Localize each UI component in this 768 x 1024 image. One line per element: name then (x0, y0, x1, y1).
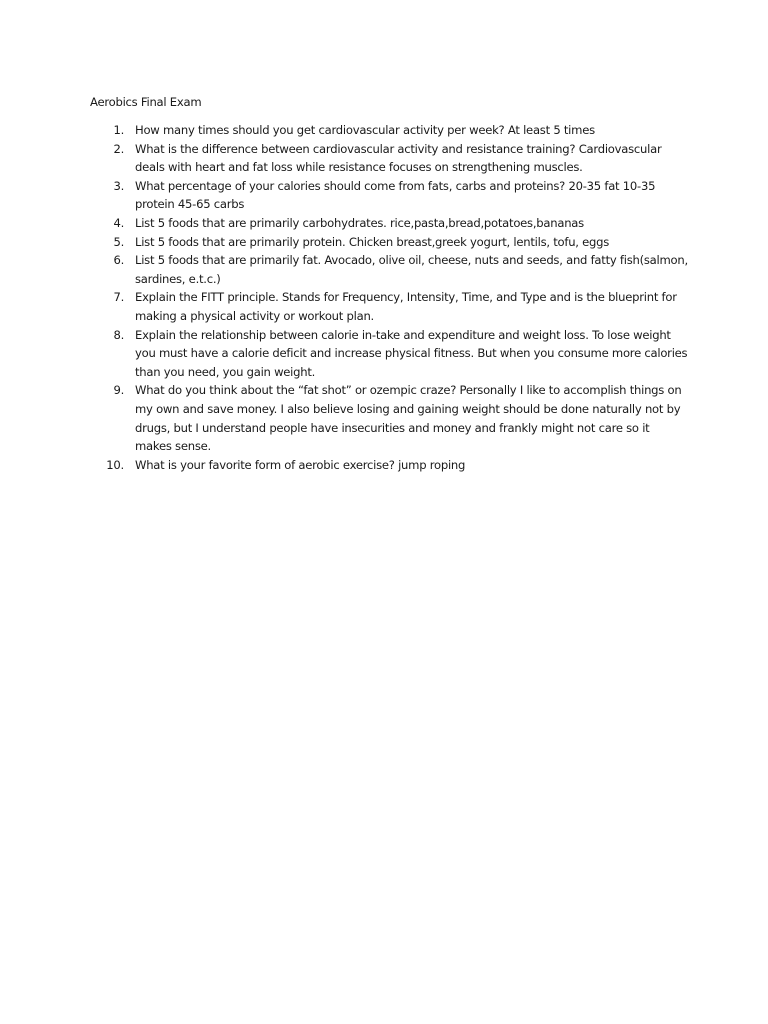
question-number: 9. (113, 383, 124, 398)
question-text: How many times should you get cardiovascular activity per week? At least 5 times (135, 123, 595, 137)
question-number: 7. (113, 290, 124, 305)
question-number: 8. (113, 327, 124, 342)
question-number: 10. (106, 457, 124, 472)
question-item (0, 326, 768, 382)
question-number: 4. (113, 215, 124, 230)
question-text: What is your favorite form of aerobic exercise? jump roping (135, 457, 466, 472)
question-item (0, 251, 768, 288)
question-number: 5. (113, 234, 124, 249)
question-number: 2. (113, 141, 124, 156)
question-text: List 5 foods that are primarily carbohydrates. rice,pasta,bread,potatoes,bananas (135, 215, 584, 230)
question-text: What is the difference between cardiovascular activity and resistance training? Cardiovascular deals with heart and fat loss while resistance focuses on strengthening muscles. (135, 141, 662, 175)
question-number: 6. (113, 253, 124, 268)
question-item (0, 381, 768, 455)
question-text: List 5 foods that are primarily fat. Avocado, olive oil, cheese, nuts and seeds, and fatty fish(salmon, sardines, e.t.c.) (135, 253, 688, 286)
question-item (0, 288, 768, 325)
question-text: What percentage of your calories should come from fats, carbs and proteins? 20-35 fat 10-35 protein 45-65 carbs (135, 178, 656, 212)
question-list (0, 121, 768, 474)
document-title: Aerobics Final Exam (90, 95, 202, 109)
question-item (0, 121, 768, 140)
question-text: Explain the relationship between calorie in-take and expenditure and weight loss. To lose weight you must have a calorie deficit and increase physical fitness. But when you consume more calories than you need, you gain weight. (135, 327, 688, 379)
question-text: What do you think about the “fat shot” or ozempic craze? Personally I like to accomplish things on my own and save money. I also believe losing and gaining weight should be done naturally not by drugs, but I understand people have insecurities and money and frankly might not care so it makes sense. (135, 383, 682, 454)
question-item (0, 233, 768, 252)
question-item (0, 177, 768, 214)
question-text: Explain the FITT principle. Stands for Frequency, Intensity, Time, and Type and is the blueprint for making a physical activity or workout plan. (135, 290, 677, 323)
question-item (0, 456, 768, 475)
question-number: 3. (113, 178, 124, 193)
question-number: 1. (113, 123, 124, 137)
question-item (0, 214, 768, 233)
question-text: List 5 foods that are primarily protein. Chicken breast,greek yogurt, lentils, tofu, eggs (135, 234, 610, 249)
question-item (0, 140, 768, 177)
